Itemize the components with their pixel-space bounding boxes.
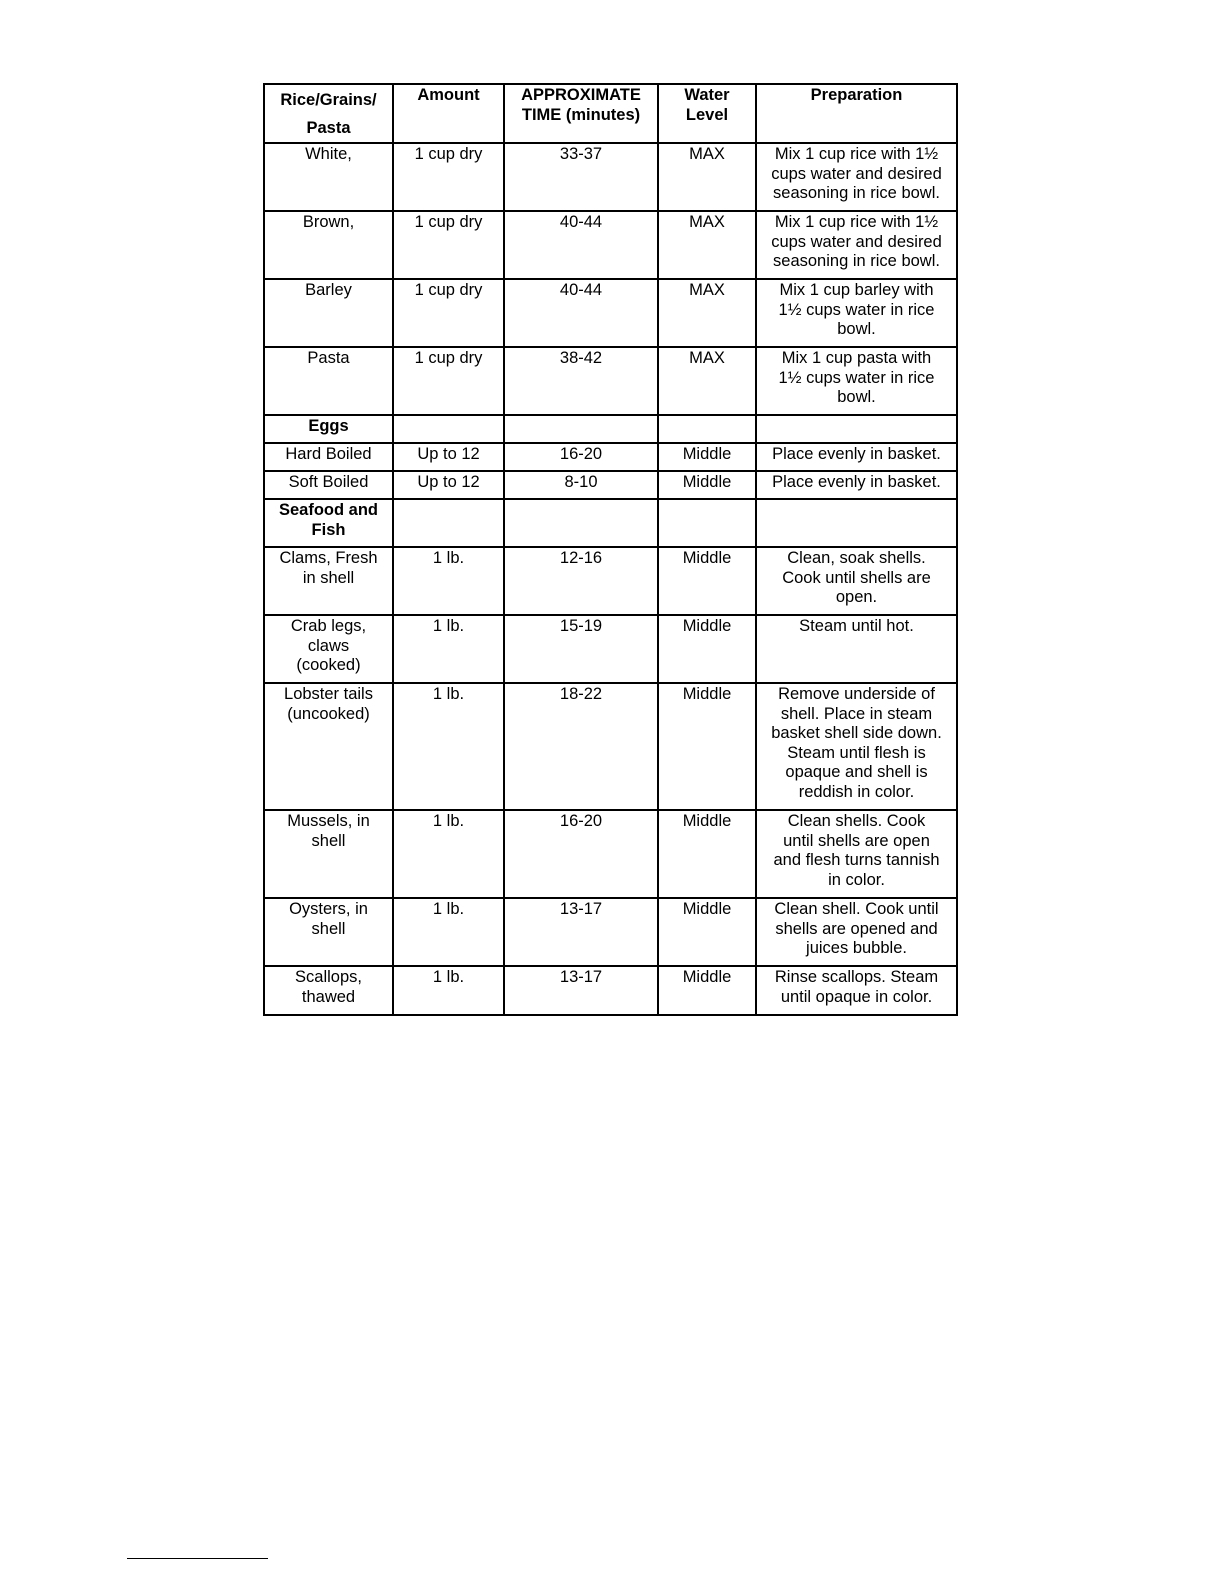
- header-water-level: Water Level: [658, 84, 756, 143]
- table-cell: 33-37: [504, 143, 658, 211]
- footnote-separator: [127, 1558, 268, 1559]
- table-row: [264, 683, 957, 810]
- table-cell: Steam until hot.: [756, 615, 957, 683]
- table-cell: 1 cup dry: [393, 347, 504, 415]
- table-cell: Place evenly in basket.: [756, 471, 957, 499]
- steaming-guide-table: [263, 83, 958, 1016]
- table-cell: Mix 1 cup pasta with 1½ cups water in rice bowl.: [756, 347, 957, 415]
- table-header-row: [264, 84, 957, 143]
- table-cell: 8-10: [504, 471, 658, 499]
- table-cell: 38-42: [504, 347, 658, 415]
- table-cell: 15-19: [504, 615, 658, 683]
- table-cell: White,: [264, 143, 393, 211]
- table-cell: Barley: [264, 279, 393, 347]
- table-cell: Place evenly in basket.: [756, 443, 957, 471]
- header-food-type: Rice/Grains/ Pasta: [264, 84, 393, 143]
- table-cell: Soft Boiled: [264, 471, 393, 499]
- header-preparation: Preparation: [756, 84, 957, 143]
- table-cell: 1 cup dry: [393, 279, 504, 347]
- table-cell: 13-17: [504, 898, 658, 966]
- table-cell: [504, 499, 658, 547]
- table-cell: [756, 499, 957, 547]
- table-row: [264, 347, 957, 415]
- table-cell: Clean shell. Cook until shells are opened and juices bubble.: [756, 898, 957, 966]
- table-cell: Clean shells. Cook until shells are open and flesh turns tannish in color.: [756, 810, 957, 898]
- table-cell: [393, 415, 504, 443]
- table-cell: Scallops, thawed: [264, 966, 393, 1015]
- table-cell: Hard Boiled: [264, 443, 393, 471]
- table-cell: 1 lb.: [393, 615, 504, 683]
- table-row: [264, 898, 957, 966]
- table-cell: Rinse scallops. Steam until opaque in color.: [756, 966, 957, 1015]
- section-heading: Eggs: [264, 415, 393, 443]
- table-cell: 1 lb.: [393, 810, 504, 898]
- table-cell: 1 cup dry: [393, 211, 504, 279]
- table-cell: [658, 415, 756, 443]
- table-cell: Middle: [658, 471, 756, 499]
- table-cell: Mix 1 cup rice with 1½ cups water and desired seasoning in rice bowl.: [756, 143, 957, 211]
- table-row: [264, 547, 957, 615]
- table-cell: Middle: [658, 966, 756, 1015]
- table-cell: 1 lb.: [393, 966, 504, 1015]
- table-cell: 13-17: [504, 966, 658, 1015]
- table-cell: Brown,: [264, 211, 393, 279]
- table-cell: Middle: [658, 443, 756, 471]
- header-approximate-time: APPROXIMATE TIME (minutes): [504, 84, 658, 143]
- section-row-eggs: [264, 415, 957, 443]
- table-cell: 40-44: [504, 279, 658, 347]
- table-cell: MAX: [658, 143, 756, 211]
- table-cell: Crab legs, claws (cooked): [264, 615, 393, 683]
- table-row: [264, 615, 957, 683]
- table-cell: Oysters, in shell: [264, 898, 393, 966]
- table-cell: Remove underside of shell. Place in steam basket shell side down. Steam until flesh is opaque and shell is reddish in color.: [756, 683, 957, 810]
- table-cell: Middle: [658, 615, 756, 683]
- table-row: [264, 211, 957, 279]
- table-cell: Mix 1 cup barley with 1½ cups water in rice bowl.: [756, 279, 957, 347]
- table-row: [264, 471, 957, 499]
- section-row-seafood: [264, 499, 957, 547]
- table-cell: Mix 1 cup rice with 1½ cups water and desired seasoning in rice bowl.: [756, 211, 957, 279]
- header-amount: Amount: [393, 84, 504, 143]
- table-cell: Clams, Fresh in shell: [264, 547, 393, 615]
- table-cell: Clean, soak shells. Cook until shells are open.: [756, 547, 957, 615]
- section-heading: Seafood and Fish: [264, 499, 393, 547]
- table-cell: 1 lb.: [393, 547, 504, 615]
- table-cell: 1 lb.: [393, 683, 504, 810]
- table-cell: MAX: [658, 211, 756, 279]
- table-cell: 40-44: [504, 211, 658, 279]
- table-cell: 1 cup dry: [393, 143, 504, 211]
- table-cell: [504, 415, 658, 443]
- table-cell: Lobster tails (uncooked): [264, 683, 393, 810]
- table-cell: Middle: [658, 547, 756, 615]
- table-row: [264, 143, 957, 211]
- table-cell: Middle: [658, 810, 756, 898]
- table-row: [264, 279, 957, 347]
- table-cell: Middle: [658, 898, 756, 966]
- table-cell: [393, 499, 504, 547]
- table-cell: Up to 12: [393, 471, 504, 499]
- table-cell: [756, 415, 957, 443]
- table-cell: 16-20: [504, 443, 658, 471]
- table-row: [264, 810, 957, 898]
- table-cell: [658, 499, 756, 547]
- table-cell: Pasta: [264, 347, 393, 415]
- table-cell: MAX: [658, 279, 756, 347]
- table-cell: MAX: [658, 347, 756, 415]
- table-cell: 1 lb.: [393, 898, 504, 966]
- table-cell: 16-20: [504, 810, 658, 898]
- table-cell: Middle: [658, 683, 756, 810]
- table-cell: Mussels, in shell: [264, 810, 393, 898]
- table-cell: Up to 12: [393, 443, 504, 471]
- table-cell: 12-16: [504, 547, 658, 615]
- table-row: [264, 966, 957, 1015]
- table-cell: 18-22: [504, 683, 658, 810]
- table-row: [264, 443, 957, 471]
